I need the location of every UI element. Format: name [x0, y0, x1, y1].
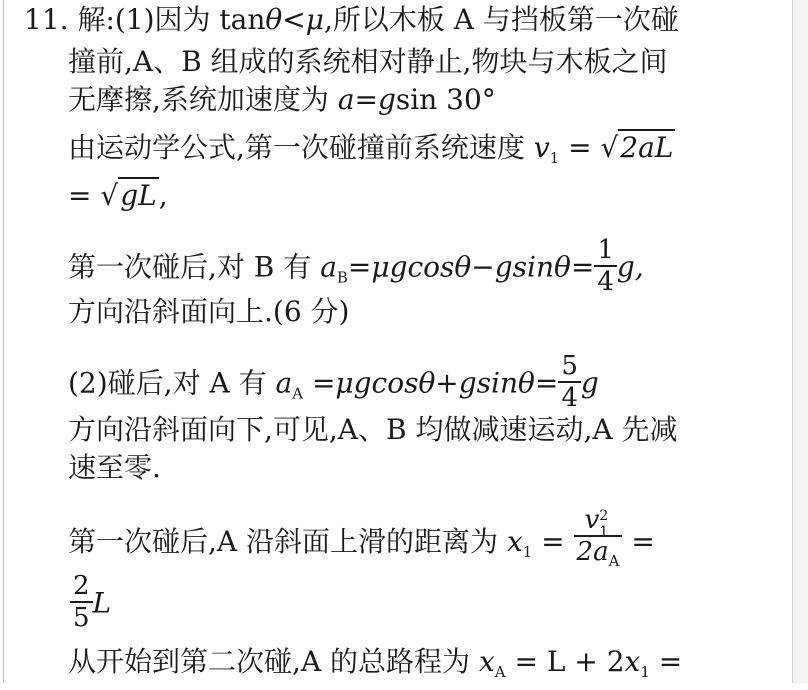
line-5: = √gL, [68, 179, 168, 212]
line-2: 撞前,A、B 组成的系统相对静止,物块与木板之间 [68, 45, 668, 78]
line-9: 方向沿斜面向下,可见,A、B 均做减速运动,A 先减 [68, 413, 678, 446]
line-6: 第一次碰后,对 B 有 $a_B=\mu gcos\theta-gsin\theta=$ $\frac{1}{4}$ g, [68, 235, 644, 297]
problem-number: 11. [24, 3, 69, 36]
line-12: $\frac{2}{5}$ L [70, 574, 111, 636]
line-10: 速至零. [68, 451, 161, 484]
fraction-v1sq-2aA: v 2 1 $2a_A$ [574, 505, 623, 576]
sqrt-gL: √gL [100, 179, 157, 212]
line-1: 11. 解:(1)因为 tanθ<μ,所以木板 A 与挡板第一次碰 [24, 3, 679, 36]
vertical-scrollbar[interactable] [793, 0, 808, 683]
line-4: 由运动学公式,第一次碰撞前系统速度 $v_1 = √2aL$ [68, 131, 674, 167]
left-border [3, 0, 4, 683]
fraction-1-4: $\frac{1}{4}$ [594, 235, 617, 297]
sqrt-2aL: √2aL [600, 131, 674, 164]
line-7: 方向沿斜面向上.(6 分) [68, 295, 350, 328]
fraction-5-4: $\frac{5}{4}$ [558, 351, 581, 413]
line-3: 无摩擦,系统加速度为 a=gsin 30° [68, 83, 496, 116]
fraction-2-5: $\frac{2}{5}$ [70, 571, 93, 633]
line-11: 第一次碰后,A 沿斜面上滑的距离为 $x_1$ = v 2 1 $2a_A$ = [68, 508, 655, 579]
line-13: 从开始到第二次碰,A 的总路程为 $x_A = L + 2x_1$ = [68, 645, 683, 681]
line-8: (2)碰后,对 A 有 $a_A =\mu gcos\theta+gsin\theta=$ $\frac{5}{4}$ g [68, 351, 599, 413]
